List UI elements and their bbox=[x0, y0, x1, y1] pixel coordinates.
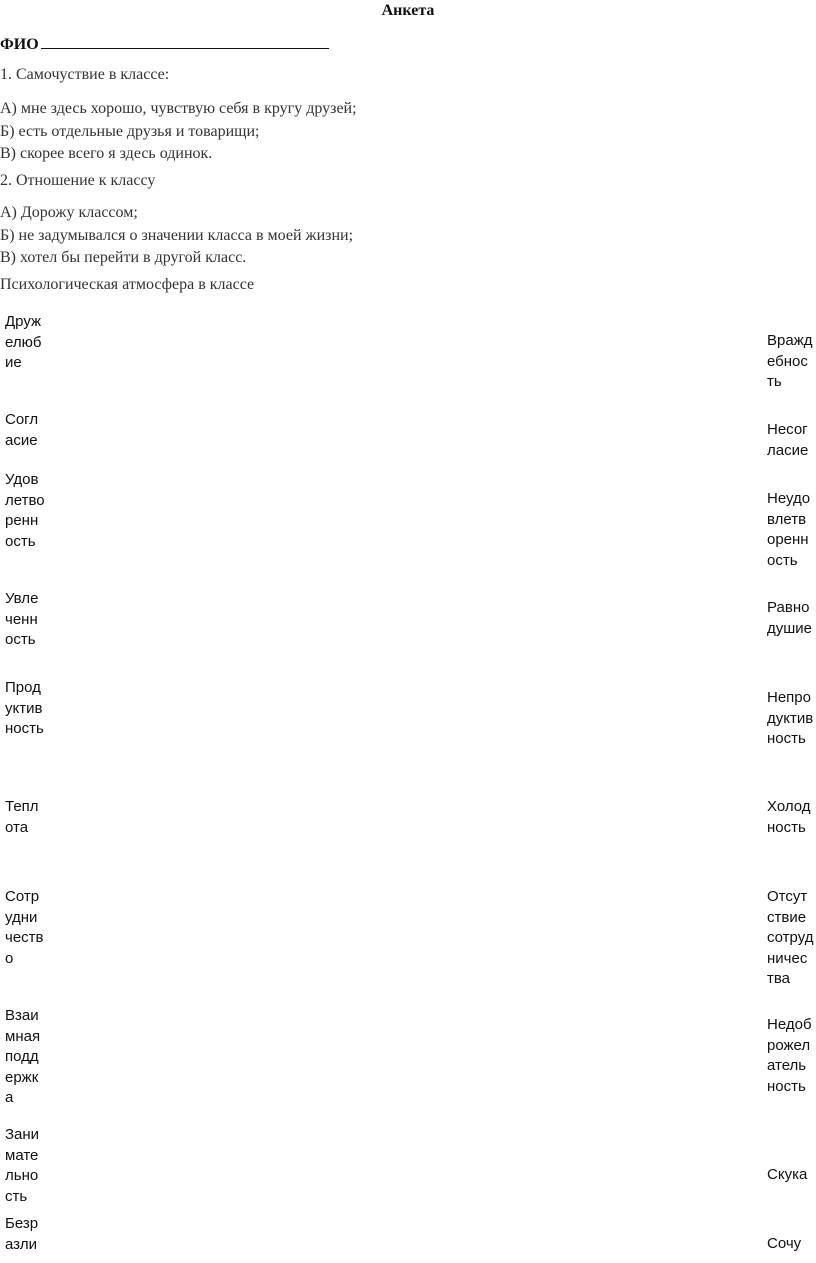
scale-right-apathy: Равнодушие bbox=[767, 599, 813, 637]
answer-2c: В) хотел бы перейти в другой класс. bbox=[0, 249, 247, 266]
scale-right-coldness: Холодность bbox=[767, 798, 811, 836]
scale-right-dissatisfaction: Неудовлетворенность bbox=[767, 490, 811, 569]
scale-right-disagreement: Несогласие bbox=[767, 421, 809, 459]
scale-left-cooperation: Сотрудничество bbox=[5, 888, 44, 967]
answer-2b: Б) не задумывался о значении класса в моей жизни; bbox=[0, 226, 354, 244]
scale-right-boredom: Скука bbox=[767, 1166, 808, 1183]
atmosphere-title: Психологическая атмосфера в классе bbox=[0, 276, 255, 293]
page-title: Анкета bbox=[381, 2, 435, 19]
answer-2a: А) Дорожу классом; bbox=[0, 204, 138, 221]
answer-1c: В) скорее всего я здесь одинок. bbox=[0, 145, 213, 162]
scale-right-ill-will: Недоброжелательность bbox=[767, 1016, 812, 1095]
scale-left-entertainment: Занимательность bbox=[5, 1126, 40, 1205]
fio-blank-line bbox=[41, 34, 329, 49]
question-1-answers bbox=[0, 98, 357, 166]
scale-right-unproductiveness: Непродуктивность bbox=[767, 689, 814, 747]
scale-left-friendliness: Дружелюбие bbox=[5, 313, 42, 371]
question-1: 1. Самочуствие в классе: bbox=[0, 66, 170, 83]
fio-field bbox=[0, 34, 329, 54]
scale-left-satisfaction: Удовлетворенность bbox=[5, 471, 45, 550]
question-2-answers bbox=[0, 202, 353, 270]
scale-right-sympathy: Сочу bbox=[767, 1235, 802, 1252]
question-2: 2. Отношение к классу bbox=[0, 172, 156, 189]
scale-left-enthusiasm: Увлеченность bbox=[5, 590, 39, 648]
scale-left-productivity: Продуктивность bbox=[5, 679, 44, 737]
scale-right-no-cooperation: Отсутствие сотрудничества bbox=[767, 888, 814, 987]
scale-left-indifference: Безразли bbox=[5, 1215, 39, 1253]
answer-1a: А) мне здесь хорошо, чувствую себя в кругу друзей; bbox=[0, 100, 357, 117]
scale-left-mutual-support: Взаимная поддержка bbox=[5, 1007, 41, 1106]
fio-label: ФИО bbox=[0, 36, 39, 53]
answer-1b: Б) есть отдельные друзья и товарищи; bbox=[0, 122, 260, 140]
scale-left-agreement: Согласие bbox=[5, 411, 39, 449]
scale-left-warmth: Теплота bbox=[5, 798, 39, 836]
scale-right-hostility: Враждебность bbox=[767, 332, 813, 390]
